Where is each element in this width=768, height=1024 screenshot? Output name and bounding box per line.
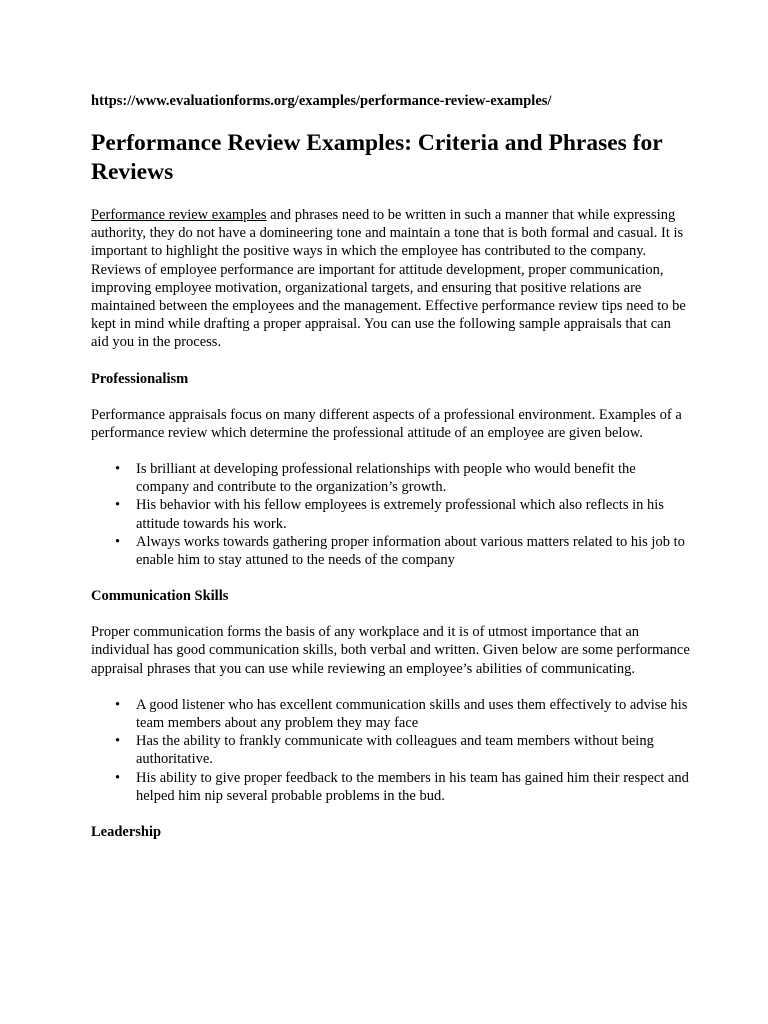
list-item (91, 460, 691, 496)
section-heading-leadership: Leadership (91, 824, 162, 841)
document-page (91, 92, 691, 859)
section-heading-professionalism: Professionalism (91, 370, 189, 387)
bullet-icon: • (115, 696, 121, 713)
list-item-text: A good listener who has excellent communication skills and uses them effectively to advise his team members about any problem they may face (136, 696, 688, 732)
bullet-icon: • (115, 497, 121, 514)
intro-paragraph (91, 206, 691, 352)
communication-list (91, 696, 691, 805)
section-heading-communication-skills: Communication Skills (91, 588, 229, 605)
document-title: Performance Review Examples: Criteria and Phrases for Reviews (91, 130, 663, 185)
bullet-icon: • (115, 733, 121, 750)
list-item (91, 732, 691, 768)
list-item-text: Is brilliant at developing professional relationships with people who would benefit the company and contribute to the organization’s growth. (136, 461, 636, 496)
list-item-text: His ability to give proper feedback to the members in his team has gained him their respect and helped him nip several probable problems in the bud. (136, 769, 689, 804)
list-item-text: Has the ability to frankly communicate with colleagues and team members without being authoritative. (136, 733, 654, 768)
professionalism-list (91, 460, 691, 569)
performance-review-examples-link[interactable]: Performance review examples (91, 207, 267, 223)
professionalism-paragraph: Performance appraisals focus on many different aspects of a professional environment. Examples of a performance review which determine the professional attitude of an employee are given below. (91, 406, 682, 441)
bullet-icon: • (115, 533, 121, 550)
bullet-icon: • (115, 769, 121, 786)
source-url: https://www.evaluationforms.org/examples/performance-review-examples/ (91, 93, 552, 109)
list-item (91, 533, 691, 569)
list-item (91, 696, 691, 732)
communication-paragraph: Proper communication forms the basis of any workplace and it is of utmost importance that an individual has good communication skills, both verbal and written. Given below are some performance appraisal phrases that you can use while reviewing an employee’s abilities of communicating. (91, 624, 690, 677)
list-item-text: Always works towards gathering proper information about various matters related to his job to enable him to stay attuned to the needs of the company (136, 533, 685, 569)
list-item (91, 769, 691, 805)
intro-text: and phrases need to be written in such a manner that while expressing authority, they do not have a domineering tone and maintain a tone that is both formal and casual. It is important to highlight the positive ways in which the employee has contributed to the company. Reviews of employee performance are important for attitude development, proper communication, improving employee motivation, organizational targets, and ensuring that positive relations are maintained between the employees and the management. Effective performance review tips need to be kept in mind while drafting a proper appraisal. You can use the following sample appraisals that can aid you in the process. (91, 207, 686, 351)
list-item (91, 496, 691, 532)
list-item-text: His behavior with his fellow employees is extremely professional which also reflects in his attitude towards his work. (136, 497, 664, 532)
bullet-icon: • (115, 461, 121, 478)
